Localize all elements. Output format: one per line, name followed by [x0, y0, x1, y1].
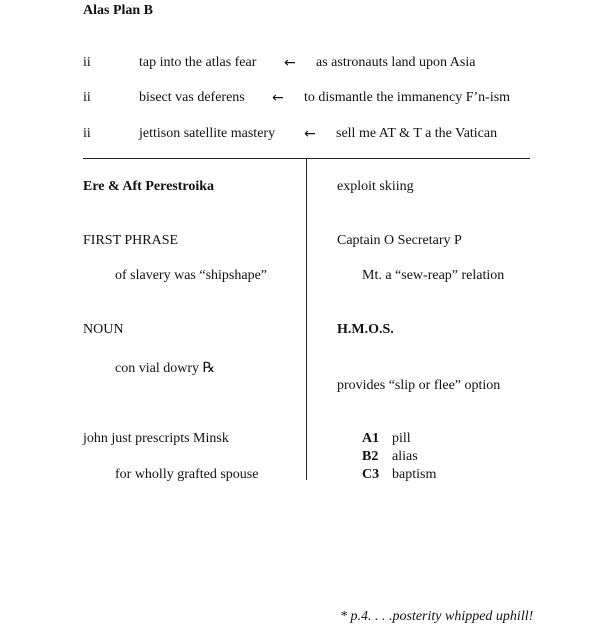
noun-label: NOUN [83, 322, 124, 337]
line-2-number: ii [83, 90, 91, 105]
noun-text: con vial dowry [115, 361, 199, 376]
right-heading: exploit skiing [337, 179, 414, 194]
option-row [362, 449, 418, 465]
first-phrase-text: of slavery was “shipshape” [115, 268, 268, 283]
prescription-icon: ℞ [202, 361, 216, 376]
hmos-heading: H.M.O.S. [337, 322, 394, 337]
noun-text-line [115, 360, 215, 377]
option-code: A1 [362, 431, 380, 446]
john-line: john just prescripts Minsk [83, 431, 229, 446]
line-3-left: jettison satellite mastery [139, 126, 276, 141]
captain-line: Captain O Secretary P [337, 233, 462, 248]
provides-line: provides “slip or flee” option [337, 378, 501, 393]
spouse-line: for wholly grafted spouse [115, 467, 259, 482]
page-title: Alas Plan B [83, 3, 154, 18]
left-heading: Ere & Aft Perestroika [83, 179, 215, 194]
line-1-left: tap into the atlas fear [139, 55, 257, 70]
option-label: baptism [392, 467, 437, 482]
line-2-left: bisect vas deferens [139, 90, 245, 105]
line-1-right: as astronauts land upon Asia [316, 55, 476, 70]
option-code: B2 [362, 449, 379, 464]
line-3-arrow-icon: ← [304, 126, 316, 142]
line-2-right: to dismantle the immanency F’n-ism [304, 90, 511, 105]
line-1-arrow-icon: ← [284, 55, 296, 71]
option-row [362, 431, 411, 447]
vertical-divider [306, 159, 307, 480]
option-label: alias [392, 449, 418, 464]
line-2-arrow-icon: ← [272, 90, 284, 106]
option-code: C3 [362, 467, 380, 482]
mt-line: Mt. a “sew-reap” relation [362, 268, 505, 283]
line-3-right: sell me AT & T a the Vatican [336, 126, 498, 141]
line-1-number: ii [83, 55, 91, 70]
footnote: * p.4. . . .posterity whipped uphill! [340, 609, 534, 624]
option-row [362, 467, 436, 483]
first-phrase-label: FIRST PHRASE [83, 233, 179, 248]
line-3-number: ii [83, 126, 91, 141]
option-label: pill [392, 431, 411, 446]
